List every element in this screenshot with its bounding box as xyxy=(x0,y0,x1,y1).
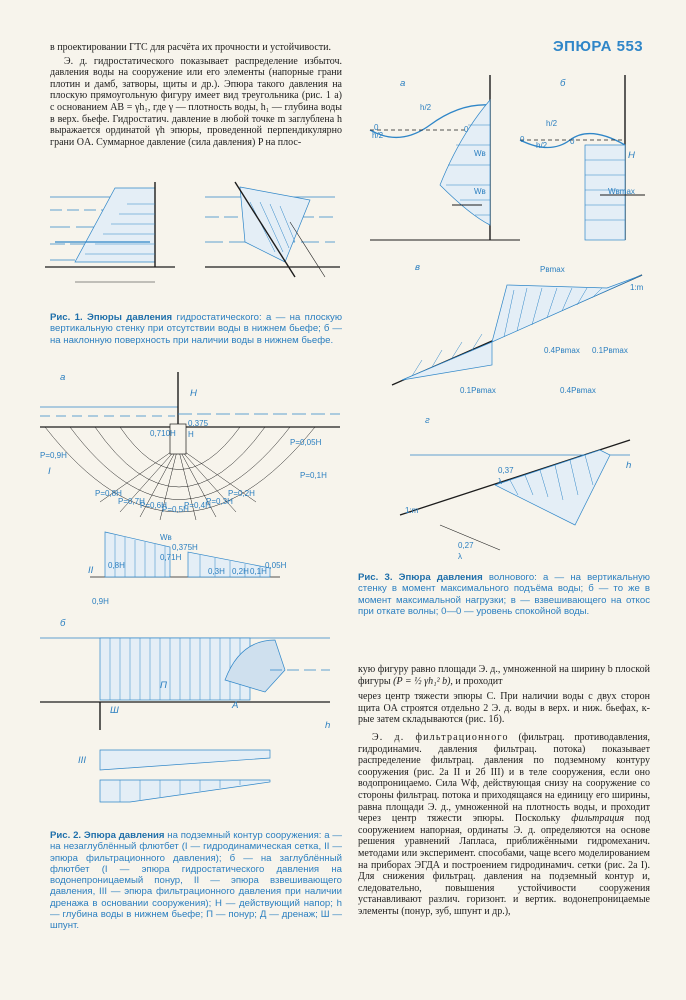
label-II: II xyxy=(88,565,94,576)
right-text-block xyxy=(358,664,650,917)
figure-3-caption xyxy=(358,572,650,617)
figure-2-caption xyxy=(50,830,342,932)
label-H: H xyxy=(190,388,197,399)
caption-text: волнового: а — на вертикальную стенку в момент максимального подъёма воды; б — то же в момент максимальной нагрузки; в — взвешивающего на откос при откате волны; 0—0 — уровень спокойной воды. xyxy=(358,572,650,617)
p-value: P=0,3H xyxy=(206,497,233,506)
label-zero: 0 xyxy=(374,123,379,132)
label-h2: h/2 xyxy=(420,103,432,112)
label-zero: 0 xyxy=(520,135,525,144)
value-label: 0,1H xyxy=(250,567,267,576)
figure-3ab xyxy=(370,75,650,255)
label-Wbmax: Wвmax xyxy=(608,187,635,196)
label-slope: 1:m xyxy=(630,283,644,292)
value-label: 0,710H xyxy=(150,429,176,438)
label-Wv: Wв xyxy=(160,533,172,542)
page-header: ЭПЮРА 553 xyxy=(553,38,644,55)
left-text-block xyxy=(50,42,342,148)
label-A: А xyxy=(232,700,239,711)
caption-title: Рис. 1. Эпюры давления xyxy=(50,312,173,323)
paragraph: в проектировании ГТС для расчёта их прочности и устойчивости. xyxy=(50,42,332,53)
value-label: P=0,05H xyxy=(290,438,322,447)
text-run: , и проходит xyxy=(450,675,503,687)
label-h: h xyxy=(325,720,331,731)
label-b: б xyxy=(60,618,66,629)
figure-2b xyxy=(40,630,340,820)
value-label: P=0,9H xyxy=(40,451,67,460)
value-label: 0,375 H xyxy=(188,419,209,440)
label-l37: 0,37 λ xyxy=(498,466,514,487)
label-p04: 0.4Pвmax xyxy=(560,386,596,395)
value-label: 0,9H xyxy=(92,597,109,606)
caption-text: на подземный контур сооружения: а — на незаглублённый флютбет (I — гидродинамическая сетка, II — эпюра фильтрационного давления); б — на заглублённый флютбет (I — эпюра гидростатического давления на водонепроницаемый понур, II — эпюра взвешивающего давления, III — эпюра фильтрационного давления при наличии дренажа в основании сооружения); H — действующий напор; h — глубина воды в нижнем бьефе; П — понур; Д — дренаж; Ш — шпунт. xyxy=(50,830,342,932)
value-label: 0,375H xyxy=(172,543,198,552)
term: Э. д. фильтрационного xyxy=(372,731,509,743)
value-label: 0,05H xyxy=(265,561,287,570)
label-a: а xyxy=(60,372,66,383)
label-Pvmax: Pвmax xyxy=(540,265,565,274)
value-label: 0,3H xyxy=(208,567,225,576)
label-zero: 0 xyxy=(464,125,469,134)
paragraph: Э. д. гидростатического показывает распределение избыточ. давления воды на сооружение или его элементы (напорные грани плотин и дамб, затворы, щиты и др.). Эпюра такого давления на плоскую прямоугольную фигуру имеет вид треугольника (рис. 1 а) с основанием AB = γh₁, где γ — плотность воды, h₁ — глубина воды в верх. бьефе. Гидростатич. давление в любой точке m заглублена h выражается ординатой γh эпюры, проведенной перпендикулярно грани OA. Суммарное давление (сила давления) P на плос- xyxy=(50,55,342,148)
p-value: P=0,7H xyxy=(118,497,145,506)
value-label: 0,71H xyxy=(160,553,182,562)
term: фильтрация xyxy=(571,813,624,825)
label-zero: 0 xyxy=(570,137,575,146)
label-h2: h/2 xyxy=(536,141,548,150)
label-h2: h/2 xyxy=(372,131,384,140)
label-p01: 0.1Pвmax xyxy=(460,386,496,395)
label-v: в xyxy=(415,262,421,273)
paragraph xyxy=(358,664,650,687)
label-a: а xyxy=(400,78,406,89)
label-I: I xyxy=(48,466,51,477)
caption-title: Рис. 2. Эпюра давления xyxy=(50,830,165,841)
label-P: П xyxy=(160,680,167,691)
caption-text: гидростатического: а — на плоскую вертикальную стенку при отсутствии воды в нижнем бьефе; б — на наклонную поверхность при наличии воды в нижнем бьефе. xyxy=(50,312,343,346)
figure-3g xyxy=(400,415,650,555)
label-H: H xyxy=(628,150,635,161)
formula: (P = ½ γh₁² b) xyxy=(393,675,451,687)
p-value: P=0,4H xyxy=(184,501,211,510)
p-value: P=0,5H xyxy=(162,505,189,514)
text-run: кую фигуру равно площади Э. д., умноженной на ширину b плоской фигуры xyxy=(358,664,650,687)
label-Sh: Ш xyxy=(110,705,119,716)
label-p04: 0.4Pвmax xyxy=(544,346,580,355)
value-label: P=0,1H xyxy=(300,471,327,480)
label-Wb: Wв xyxy=(474,149,486,158)
p-value: P=0,2H xyxy=(228,489,255,498)
figure-1 xyxy=(45,182,345,312)
paragraph: через центр тяжести эпюры С. При наличии воды с двух сторон щита OA строятся отдельно 2 Э. д. воды в верх. и ниж. бьефах, к-рые затем складываются (рис. 1б). xyxy=(358,691,650,726)
paragraph xyxy=(358,732,650,918)
label-h2: h/2 xyxy=(546,119,558,128)
label-Wv: Wв xyxy=(474,187,486,196)
figure-3v xyxy=(392,270,652,400)
label-slope: 1:m xyxy=(405,506,419,515)
label-p01: 0.1Pвmax xyxy=(592,346,628,355)
label-h: h xyxy=(626,460,632,471)
value-label: 0,2H xyxy=(232,567,249,576)
label-b: б xyxy=(560,78,566,89)
label-l27: 0,27 λ xyxy=(458,541,474,562)
p-value: P=0,6H xyxy=(140,501,167,510)
label-III: III xyxy=(78,755,86,766)
text-run: под сооружением напорная, ординаты Э. д. определяются на основе решения уравнений Лапласа, приближёнными гидромеханич. методами или эксперимент. способами, чаще всего моделированием на приборах ЭГДА и построением гидродинамич. сетки (рис. 2а I). Для снижения фильтрац. давления на подземный контур и, следовательно, повышения устойчивости сооружения устанавливают различ. горизонт. и вертик. водонепроницаемые элементы (понур, зуб, шпунт и др.), xyxy=(358,813,651,917)
label-g: г xyxy=(425,415,430,426)
figure-1-caption xyxy=(50,312,342,346)
value-label: 0,8H xyxy=(108,561,125,570)
text-run: (фильтрац. противодавления, гидродинамич. давления фильтрац. потока) показывает распределение фильтрац. давления по подземному контуру сооружения (рис. 2а II и 2б III) и в теле сооружения, если оно водопроницаемо. Сила Wф, действующая снизу на сооружение со стороны фильтрац. потока и приходящаяся на единицу его ширины, равна площади Э. д., умноженной на плотность воды, и проходит через центр тяжести эпюры. Поскольку xyxy=(358,731,650,825)
caption-title: Рис. 3. Эпюра давления xyxy=(358,572,483,583)
p-value: P=0,8H xyxy=(95,489,122,498)
